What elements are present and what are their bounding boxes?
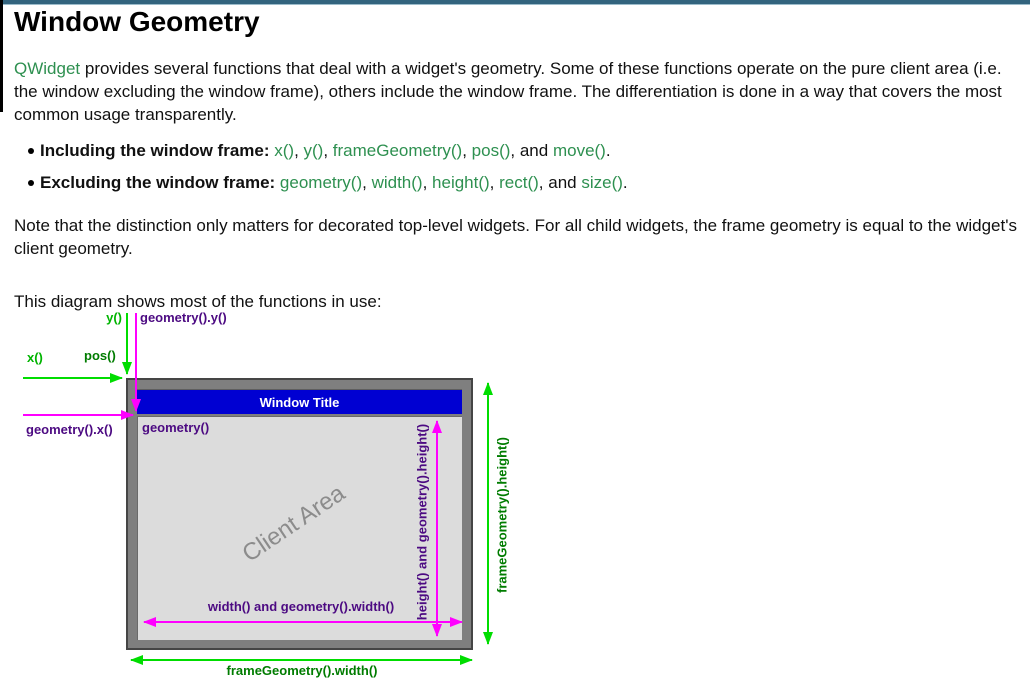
label-geometry: geometry() [142,420,210,435]
doc-link-rect[interactable]: rect() [499,173,539,192]
doc-link-width[interactable]: width() [371,173,423,192]
label-pos: pos() [84,348,116,363]
text-run: , [422,173,433,192]
text-run: Note that the distinction only matters for decorated top-level widgets. For all child widgets, the frame geometry is equal to the widget's client geometry. [14,216,1017,258]
text-run: , [323,141,333,160]
page-title: Window Geometry [14,6,260,37]
doc-link-framegeometry[interactable]: frameGeometry() [332,141,463,160]
doc-link-y[interactable]: y() [303,141,324,160]
list-item-including-frame [14,139,1024,162]
text-run: provides several functions that deal with a widget's geometry. Some of these functions operate on the pure client area (i.e. the window excluding the window frame), others include the window frame. The differentiation is done in a way that covers the most common usage transparently. [14,59,1002,124]
text-run: . [622,173,628,192]
text-run: , [462,141,472,160]
intro-paragraph [14,57,1024,126]
text-run: , and [510,141,553,160]
doc-link-pos[interactable]: pos() [471,141,511,160]
text-run: . [605,141,611,160]
doc-link-x[interactable]: x() [274,141,295,160]
label-client-width: width() and geometry().width() [207,599,395,614]
label-client-height: height() and geometry().height() [414,423,430,621]
doc-link-qwidget[interactable]: QWidget [14,59,81,78]
label-geometry-y: geometry().y() [140,310,227,325]
label-frame-height: frameGeometry().height() [494,436,510,594]
top-border-highlight [0,4,1030,5]
doc-link-geometry[interactable]: geometry() [279,173,363,192]
label-x: x() [27,350,43,365]
frame-function-list [14,139,1024,194]
list-item-excluding-frame [14,171,1024,194]
label-geometry-x: geometry().x() [26,422,113,437]
geometry-diagram [0,300,540,696]
window-title-text: Window Title [259,395,340,410]
text-run: , and [538,173,582,192]
text-run: , [294,141,304,160]
document-body [14,57,1024,313]
left-window-edge [0,0,3,112]
label-y: y() [106,310,122,325]
doc-link-size[interactable]: size() [581,173,623,192]
doc-link-height[interactable]: height() [432,173,490,192]
arrows-layer [0,300,540,696]
doc-link-move[interactable]: move() [552,141,606,160]
bold-label: Including the window frame: [40,141,275,160]
client-area-watermark: Client Area [237,479,350,568]
text-run: This diagram shows most of the functions in use: [14,292,382,311]
bold-label: Excluding the window frame: [40,173,280,192]
text-run: , [362,173,372,192]
note-paragraph [14,214,1024,260]
text-run: , [489,173,500,192]
label-frame-width: frameGeometry().width() [226,663,378,678]
